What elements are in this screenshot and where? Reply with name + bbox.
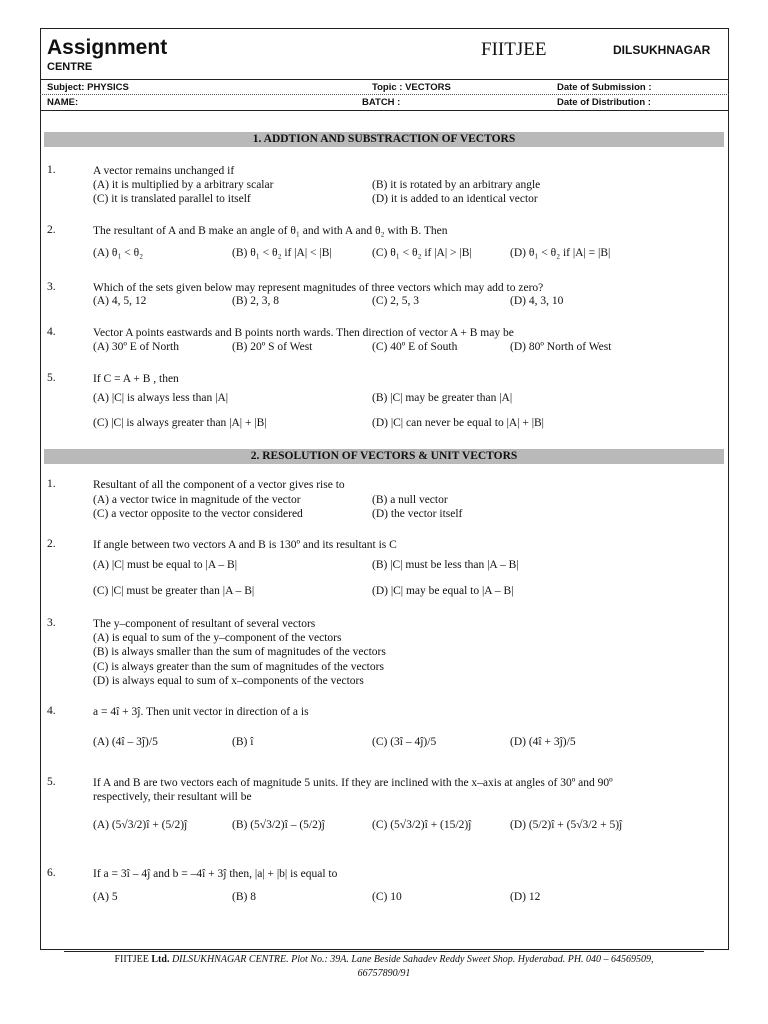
option-b: (B) a null vector <box>372 494 448 506</box>
option-c: (C) 40º E of South <box>372 341 458 353</box>
option-b: (B) it is rotated by an arbitrary angle <box>372 179 541 191</box>
batch-label: BATCH : <box>362 97 401 108</box>
option-d: (D) θ₁ < θ₂ if |A| = |B| <box>510 247 611 259</box>
question-text: A vector remains unchanged if <box>93 165 235 177</box>
distribution-date-label: Date of Distribution : <box>557 97 651 108</box>
option-a: (A) is equal to sum of the y–component of the vectors <box>93 632 342 644</box>
assignment-title: Assignment <box>47 36 168 59</box>
question-number: 4. <box>47 326 56 338</box>
option-d: (D) is always equal to sum of x–components of the vectors <box>93 675 364 687</box>
option-b: (B) î <box>232 736 254 748</box>
option-d: (D) (4î + 3ĵ)/5 <box>510 736 576 748</box>
divider <box>40 79 729 80</box>
option-d: (D) the vector itself <box>372 508 463 520</box>
question-number: 2. <box>47 538 56 550</box>
question-text: Vector A points eastwards and B points north wards. Then direction of vector A + B may be <box>93 327 514 339</box>
question-number: 6. <box>47 867 56 879</box>
question-text: Which of the sets given below may represent magnitudes of three vectors which may add to zero? <box>93 282 544 294</box>
option-c: (C) it is translated parallel to itself <box>93 193 251 205</box>
divider <box>40 110 729 111</box>
question-number: 2. <box>47 224 56 236</box>
option-a: (A) a vector twice in magnitude of the vector <box>93 494 301 506</box>
footer-org: FIITJEE <box>114 954 149 965</box>
option-d: (D) 12 <box>510 891 541 903</box>
option-b: (B) is always smaller than the sum of magnitudes of the vectors <box>93 646 386 658</box>
question-number: 5. <box>47 372 56 384</box>
question-number: 3. <box>47 281 56 293</box>
option-c: (C) (5√3/2)î + (15/2)ĵ <box>372 819 472 831</box>
submission-date-label: Date of Submission : <box>557 82 652 93</box>
option-c: (C) a vector opposite to the vector considered <box>93 508 303 520</box>
question-text: Resultant of all the component of a vector gives rise to <box>93 479 345 491</box>
question-number: 1. <box>47 164 56 176</box>
question-text: If a = 3î – 4ĵ and b = –4î + 3ĵ then, |a| + |b| is equal to <box>93 868 338 880</box>
option-b: (B) (5√3/2)î – (5/2)ĵ <box>232 819 325 831</box>
option-c: (C) |C| must be greater than |A – B| <box>93 585 255 597</box>
option-b: (B) |C| must be less than |A – B| <box>372 559 519 571</box>
option-b: (B) 20º S of West <box>232 341 313 353</box>
footer <box>0 953 768 981</box>
divider <box>40 94 729 95</box>
footer-ltd: Ltd. <box>151 954 170 965</box>
footer-phone: 66757890/91 <box>357 968 411 979</box>
option-d: (D) (5/2)î + (5√3/2 + 5)ĵ <box>510 819 623 831</box>
option-a: (A) |C| must be equal to |A – B| <box>93 559 238 571</box>
centre-label: CENTRE <box>47 61 93 73</box>
option-c: (C) is always greater than the sum of magnitudes of the vectors <box>93 661 384 673</box>
option-b: (B) 2, 3, 8 <box>232 295 279 307</box>
option-b: (B) 8 <box>232 891 256 903</box>
option-b: (B) θ₁ < θ₂ if |A| < |B| <box>232 247 332 259</box>
option-c: (C) θ₁ < θ₂ if |A| > |B| <box>372 247 472 259</box>
question-number: 5. <box>47 776 56 788</box>
section-title: 2. RESOLUTION OF VECTORS & UNIT VECTORS <box>44 449 724 464</box>
question-text: If angle between two vectors A and B is 130º and its resultant is C <box>93 539 397 551</box>
topic-label: Topic : VECTORS <box>372 82 451 93</box>
question-text: The resultant of A and B make an angle of θ₁ and with A and θ₂ with B. Then <box>93 225 448 237</box>
option-a: (A) 30º E of North <box>93 341 179 353</box>
question-text: If C = A + B , then <box>93 373 179 385</box>
option-b: (B) |C| may be greater than |A| <box>372 392 513 404</box>
branch-name: DILSUKHNAGAR <box>613 43 711 57</box>
option-c: (C) (3î – 4ĵ)/5 <box>372 736 437 748</box>
option-c: (C) 10 <box>372 891 402 903</box>
question-text: a = 4î + 3ĵ. Then unit vector in direction of a is <box>93 706 309 718</box>
option-a: (A) it is multiplied by a arbitrary scalar <box>93 179 274 191</box>
section-title: 1. ADDTION AND SUBSTRACTION OF VECTORS <box>44 132 724 147</box>
question-number: 1. <box>47 478 56 490</box>
option-a: (A) |C| is always less than |A| <box>93 392 229 404</box>
question-text: respectively, their resultant will be <box>93 791 252 803</box>
option-a: (A) (5√3/2)î + (5/2)ĵ <box>93 819 188 831</box>
option-c: (C) 2, 5, 3 <box>372 295 419 307</box>
option-d: (D) |C| may be equal to |A – B| <box>372 585 514 597</box>
org-name: FIITJEE <box>481 39 547 60</box>
option-a: (A) θ₁ < θ₂ <box>93 247 144 259</box>
option-d: (D) 80º North of West <box>510 341 612 353</box>
footer-divider <box>64 951 704 952</box>
option-d: (D) |C| can never be equal to |A| + |B| <box>372 417 544 429</box>
question-number: 4. <box>47 705 56 717</box>
option-a: (A) 4, 5, 12 <box>93 295 147 307</box>
option-c: (C) |C| is always greater than |A| + |B| <box>93 417 267 429</box>
option-d: (D) it is added to an identical vector <box>372 193 538 205</box>
question-text: The y–component of resultant of several vectors <box>93 618 316 630</box>
question-text: If A and B are two vectors each of magnitude 5 units. If they are inclined with the x–axis at angles of 30º and 90º <box>93 777 613 789</box>
option-a: (A) (4î – 3ĵ)/5 <box>93 736 158 748</box>
subject-label: Subject: PHYSICS <box>47 82 129 93</box>
name-label: NAME: <box>47 97 79 108</box>
question-number: 3. <box>47 617 56 629</box>
footer-address: DILSUKHNAGAR CENTRE. Plot No.: 39A. Lane Beside Sahadev Reddy Sweet Shop. Hyderabad. PH. 040 – 64569509, <box>171 954 654 965</box>
option-a: (A) 5 <box>93 891 118 903</box>
option-d: (D) 4, 3, 10 <box>510 295 564 307</box>
